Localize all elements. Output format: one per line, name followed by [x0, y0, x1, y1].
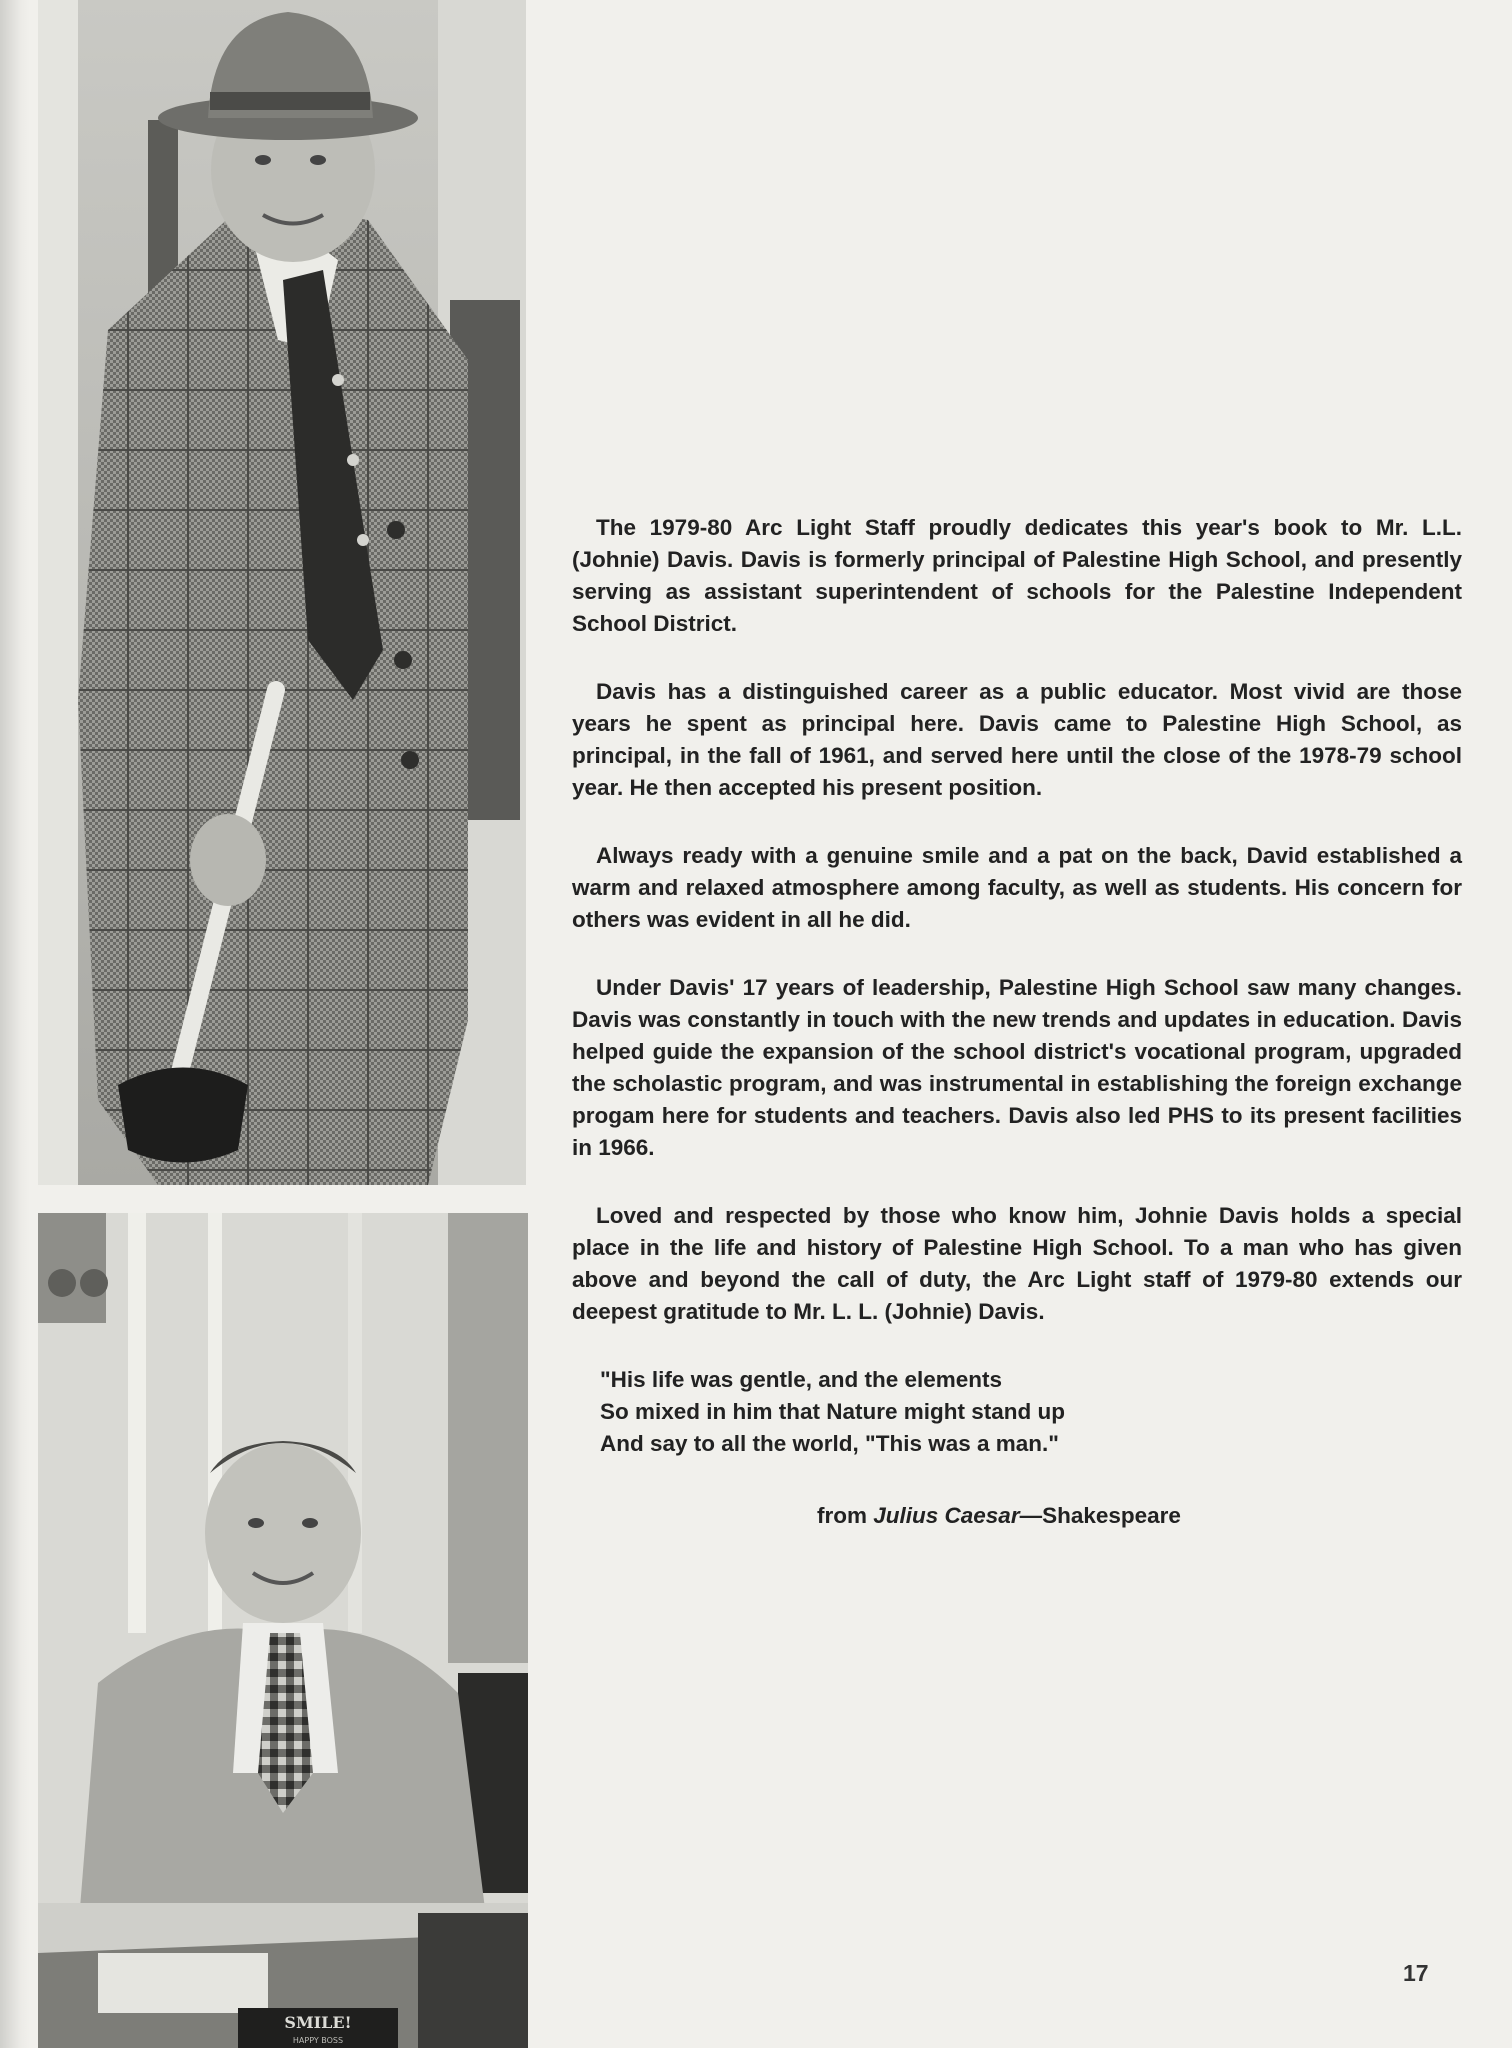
quote-attribution	[817, 1500, 1462, 1532]
dedication-paragraph: The 1979-80 Arc Light Staff proudly dedicates this year's book to Mr. L.L. (Johnie) Davis. Davis is formerly principal of Palestine High School, and presently serving as assistant superintendent of schools for the Palestine Independent School District.	[572, 515, 1462, 636]
page-binding-shadow	[0, 0, 30, 2048]
dedication-paragraph: Loved and respected by those who know him, Johnie Davis holds a special place in the life and history of Palestine High School. To a man who has given above and beyond the call of duty, the Arc Light staff of 1979-80 extends our deepest gratitude to Mr. L. L. (Johnie) Davis.	[572, 1203, 1462, 1324]
attribution-prefix: from	[817, 1503, 874, 1528]
dedication-paragraph: Always ready with a genuine smile and a pat on the back, David established a warm and relaxed atmosphere among faculty, as well as students. His concern for others was evident in all he did.	[572, 843, 1462, 932]
quote-line: And say to all the world, "This was a man."	[600, 1431, 1059, 1456]
attribution-author: —Shakespeare	[1019, 1503, 1181, 1528]
quote-line: So mixed in him that Nature might stand up	[600, 1399, 1066, 1424]
photo-man-in-overcoat	[38, 0, 526, 1185]
shakespeare-quote	[600, 1364, 1462, 1460]
photo-man-at-desk-illustration	[38, 1213, 528, 2048]
desk-sign-text: SMILE!	[284, 2013, 352, 2032]
photo-man-at-desk	[38, 1213, 528, 2048]
dedication-text	[572, 512, 1462, 1532]
photo-man-in-overcoat-illustration	[38, 0, 526, 1185]
dedication-paragraph: Davis has a distinguished career as a public educator. Most vivid are those years he spent as principal here. Davis came to Palestine High School, as principal, in the fall of 1961, and served here until the close of the 1978-79 school year. He then accepted his present position.	[572, 679, 1462, 800]
desk-sign-subtext: HAPPY BOSS	[292, 2036, 344, 2045]
page-number: 17	[1403, 1960, 1429, 1986]
dedication-paragraph: Under Davis' 17 years of leadership, Palestine High School saw many changes. Davis was constantly in touch with the new trends and updates in education. Davis helped guide the expansion of the school district's vocational program, upgraded the scholastic program, and was instrumental in establishing the foreign exchange progam here for students and teachers. Davis also led PHS to its present facilities in 1966.	[572, 975, 1462, 1160]
attribution-work-title: Julius Caesar	[873, 1503, 1020, 1528]
quote-line: "His life was gentle, and the elements	[600, 1367, 1003, 1392]
